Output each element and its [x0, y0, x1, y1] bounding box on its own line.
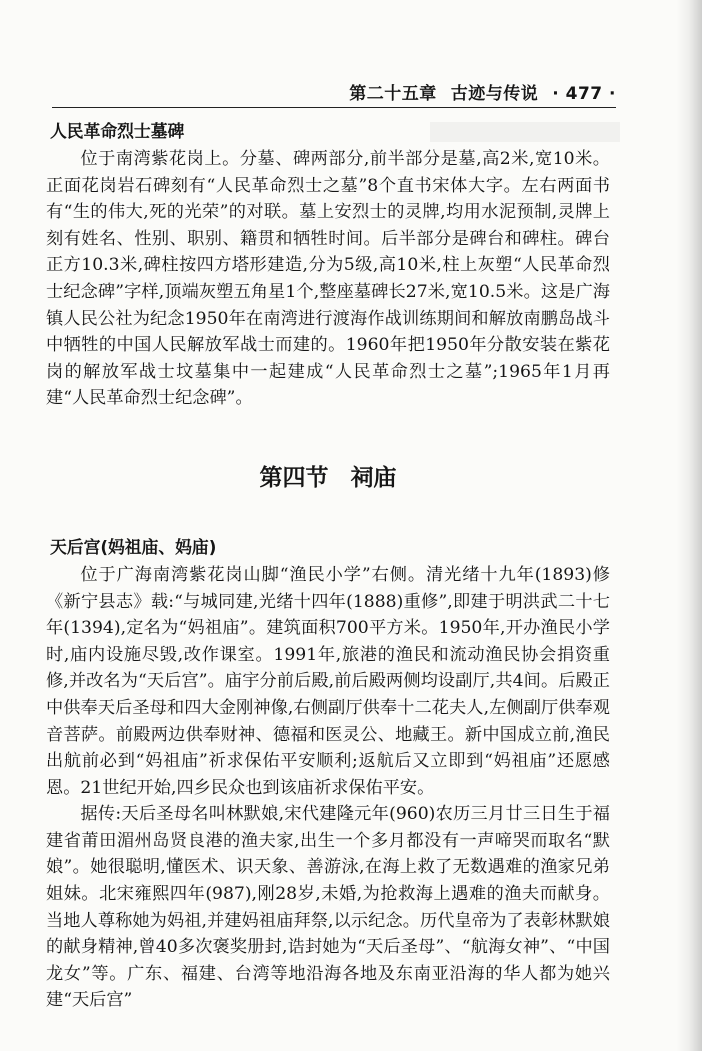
- entry-paragraph-tianhou-temple: 位于广海南湾紫花岗山脚“渔民小学”右侧。清光绪十九年(1893)修《新宁县志》载:“与城同建,光绪十四年(1888)重修”,即建于明洪武二十七年(1394),定名为“妈祖庙”。建筑面积700平方米。1950年,开办渔民小学时,庙内设施尽毁,改作课室。1991年,旅港的渔民和流动渔民协会捐资重修,并改名为“天后宫”。庙宇分前后殿,前后殿两侧均设副厅,共4间。后殿正中供奉天后圣母和四大金刚神像,右侧副厅供奉十二花夫人,左侧副厅供奉观音菩萨。前殿两边供奉财神、德福和医灵公、地藏王。新中国成立前,渔民出航前必到“妈祖庙”祈求保佑平安顺利;返航后又立即到“妈祖庙”还愿感恩。21世纪开始,四乡民众也到该庙祈求保佑平安。: [46, 564, 610, 798]
- entry-title-tianhou-temple: 天后宫(妈祖庙、妈庙): [50, 536, 217, 557]
- entry-title-martyrs-monument: 人民革命烈士墓碑: [50, 121, 185, 141]
- section-number: 第四节: [259, 464, 329, 491]
- section-heading: [46, 462, 610, 494]
- chapter-title: 古迹与传说: [450, 84, 539, 104]
- entry-paragraph-legend: 据传:天后圣母名叫林默娘,宋代建隆元年(960)农历三月廿三日生于福建省莆田湄州岛贤良港的渔夫家,出生一个多月都没有一声啼哭而取名“默娘”。她很聪明,懂医术、识天象、善游泳,在海上救了无数遇难的渔家兄弟姐妹。北宋雍熙四年(987),刚28岁,未婚,为抢救海上遇难的渔夫而献身。当地人尊称她为妈祖,并建妈祖庙拜祭,以示纪念。历代皇帝为了表彰林默娘的献身精神,曾40多次褒奖册封,诰封她为“天后圣母”、“航海女神”、“中国龙女”等。广东、福建、台湾等地沿海各地及东南亚沿海的华人都为她兴建“天后宫”: [46, 804, 610, 1011]
- page-body: [46, 116, 610, 1014]
- page-edge-shadow: [676, 0, 702, 1051]
- entry-paragraph-martyrs-monument: 位于南湾紫花岗上。分墓、碑两部分,前半部分是墓,高2米,宽10米。正面花岗岩石碑刻有“人民革命烈士之墓”8个直书宋体大字。左右两面书有“生的伟大,死的光荣”的对联。墓上安烈士的灵牌,均用水泥预制,灵牌上刻有姓名、性别、职别、籍贯和牺牲时间。后半部分是碑台和碑柱。碑台正方10.3米,碑柱按四方塔形建造,分为5级,高10米,柱上灰塑“人民革命烈士纪念碑”字样,顶端灰塑五角星1个,整座墓碑长27米,宽10.5米。这是广海镇人民公社为纪念1950年在南湾进行渡海作战训练期间和解放南鹏岛战斗中牺牲的中国人民解放军战士而建的。1960年把1950年分散安装在紫花岗的解放军战士坟墓集中一起建成“人民革命烈士之墓”;1965年1月再建“人民革命烈士纪念碑”。: [46, 149, 610, 409]
- section-title: 祠庙: [350, 464, 397, 491]
- page-number: · 477 ·: [552, 84, 616, 104]
- running-header: [52, 78, 616, 108]
- chapter-number: 第二十五章: [349, 84, 437, 104]
